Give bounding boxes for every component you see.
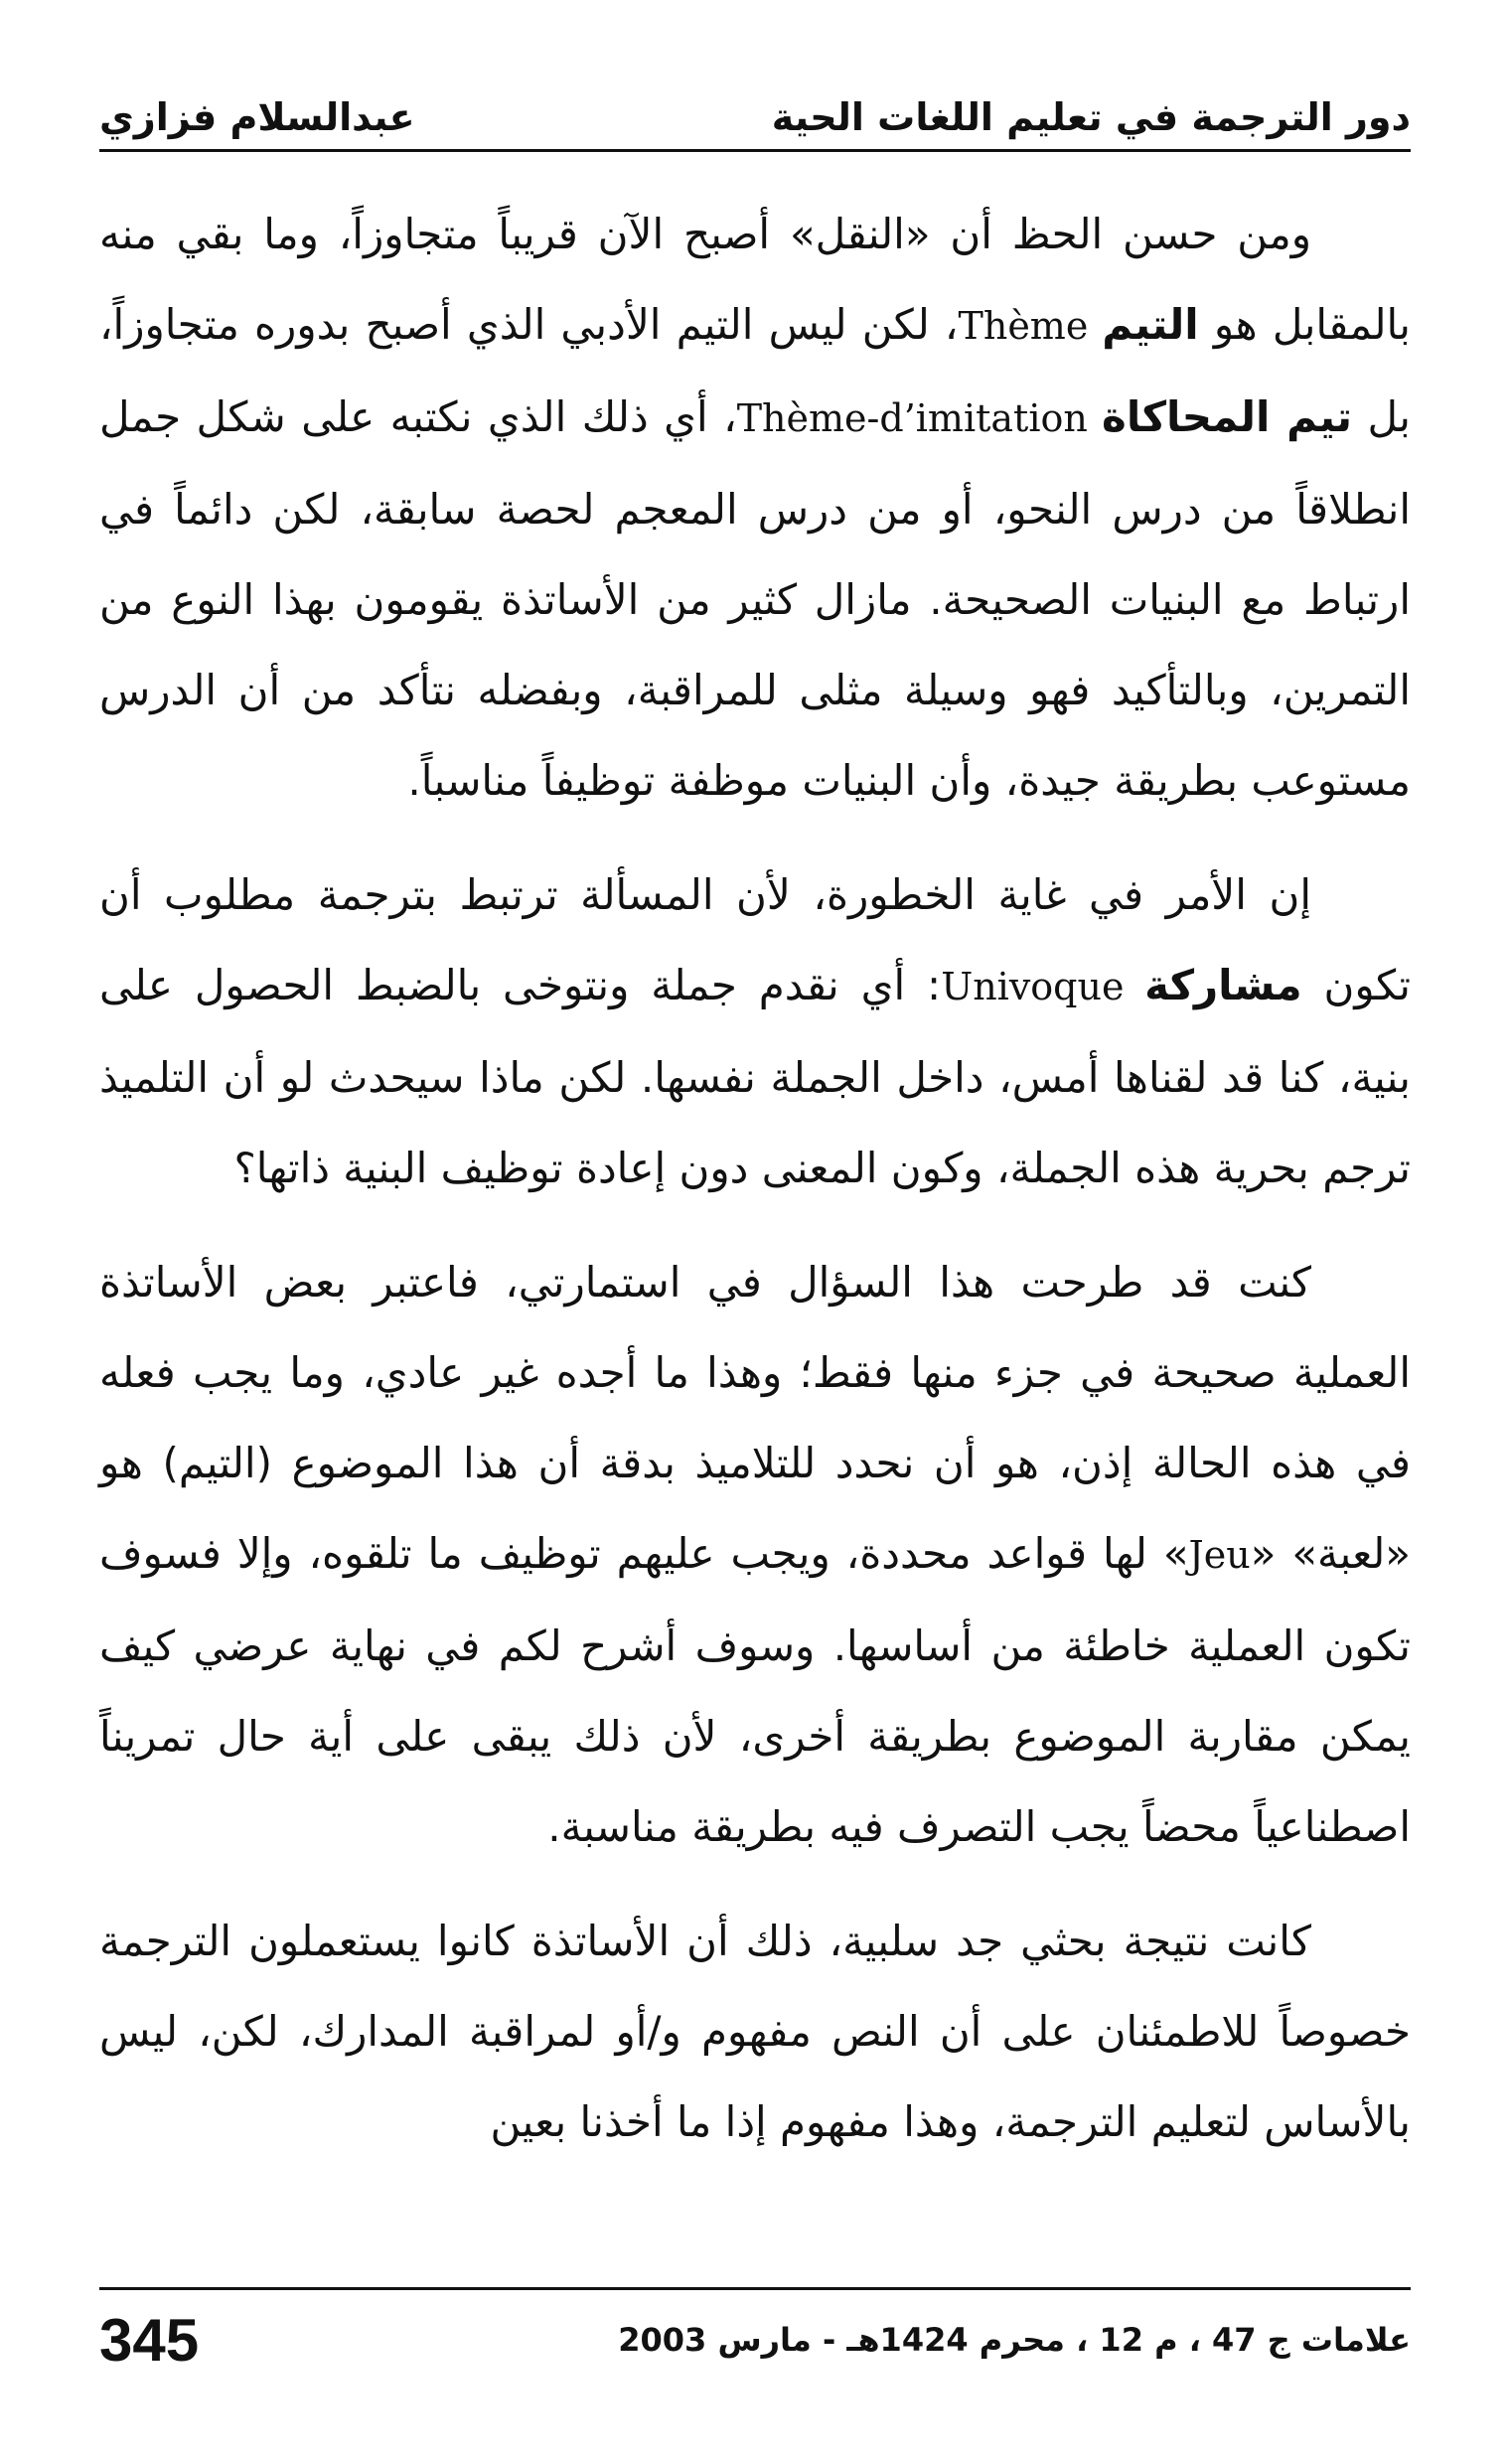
- paragraph-2: [99, 849, 1411, 1213]
- paragraph-3-text-a: كنت قد طرحت هذا السؤال في استمارتي، فاعتبر بعض الأساتذة العملية صحيحة في جزء منها فقط؛ وهذا ما أجده غير عادي، وما يجب فعله في هذه الحالة إذن، هو أن نحدد للتلاميذ بدقة أن هذا الموضوع (التيم) هو «لعبة» «: [99, 1258, 1411, 1578]
- latin-univoque: Univoque: [941, 965, 1145, 1008]
- latin-theme: Thème: [958, 304, 1103, 348]
- paragraph-2-text-b: : أي نقدم جملة ونتوخى بالضبط الحصول على بنية، كنا قد لقناها أمس، داخل الجملة نفسها. لكن ماذا سيحدث لو أن التلميذ ترجم بحرية هذه الجملة، وكون المعنى دون إعادة توظيف البنية ذاتها؟: [99, 961, 1411, 1192]
- page-number: 345: [99, 2306, 200, 2374]
- paragraph-1-text-c: ، أي ذلك الذي نكتبه على شكل جمل انطلاقاً من درس النحو، أو من درس المعجم لحصة سابقة، لكن دائماً في ارتباط مع البنيات الصحيحة. مازال كثير من الأساتذة يقومون بهذا النوع من التمرين، وبالتأكيد فهو وسيلة مثلى للمراقبة، وبفضله نتأكد من أن الدرس مستوعب بطريقة جيدة، وأن البنيات موظفة توظيفاً مناسباً.: [99, 392, 1411, 805]
- term-univoque: مشاركة: [1144, 961, 1302, 1009]
- paragraph-1-text-a: ومن حسن الحظ أن «النقل» أصبح الآن قريباً متجاوزاً، وما بقي منه بالمقابل هو: [99, 210, 1411, 349]
- body-text: [99, 189, 1411, 2191]
- term-theme: التيم: [1102, 300, 1199, 349]
- header-rule: [99, 149, 1411, 152]
- running-title: دور الترجمة في تعليم اللغات الحية: [771, 95, 1411, 139]
- paragraph-2-text-a: إن الأمر في غاية الخطورة، لأن المسألة ترتبط بترجمة مطلوب أن تكون: [99, 870, 1411, 1009]
- running-header: [99, 70, 1411, 139]
- paragraph-4: [99, 1896, 1411, 2167]
- running-author: عبدالسلام فزازي: [99, 95, 415, 139]
- footer-rule: [99, 2287, 1411, 2290]
- latin-theme-imitation: Thème-d’imitation: [736, 396, 1103, 440]
- journal-reference: علامات ج 47 ، م 12 ، محرم 1424هـ - مارس 2003: [618, 2321, 1411, 2359]
- paragraph-3-text-b: » لها قواعد محددة، ويجب عليهم توظيف ما تلقوه، وإلا فسوف تكون العملية خاطئة من أساسها. وسوف أشرح لكم في نهاية عرضي كيف يمكن مقاربة الموضوع بطريقة أخرى، لأن ذلك يبقى على أية حال تمريناً اصطناعياً محضاً يجب التصرف فيه بطريقة مناسبة.: [99, 1529, 1411, 1851]
- latin-jeu: Jeu: [1188, 1533, 1251, 1577]
- paragraph-1: [99, 189, 1411, 826]
- running-footer: [99, 2300, 1411, 2380]
- paragraph-3: [99, 1237, 1411, 1872]
- paragraph-1-text-b: ، لكن ليس التيم الأدبي الذي أصبح بدوره متجاوزاً، بل: [99, 300, 1411, 441]
- paragraph-4-text-a: كانت نتيجة بحثي جد سلبية، ذلك أن الأساتذة كانوا يستعملون الترجمة خصوصاً للاطمئنان على أن النص مفهوم و/أو لمراقبة المدارك، لكن، ليس بالأساس لتعليم الترجمة، وهذا مفهوم إذا ما أخذنا بعين: [99, 1917, 1411, 2146]
- term-theme-imitation: تيم المحاكاة: [1102, 392, 1353, 441]
